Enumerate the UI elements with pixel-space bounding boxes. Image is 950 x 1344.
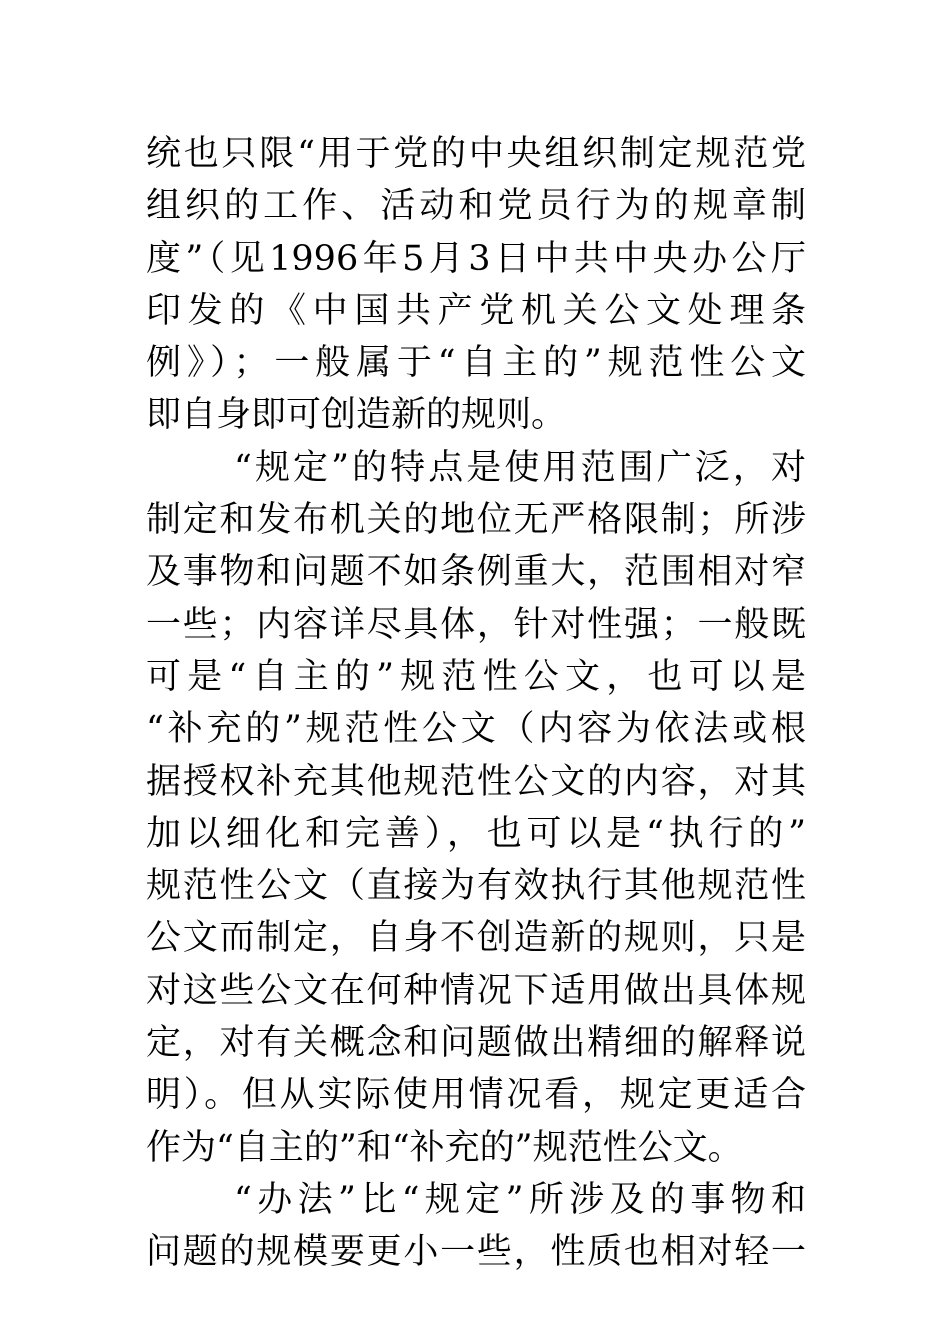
- text-line: 对这些公文在何种情况下适用做出具体规: [146, 970, 806, 1011]
- text-line: 度”（见1996年5月3日中共中央办公厅: [146, 238, 806, 279]
- text-line: 问题的规模要更小一些，性质也相对轻一: [146, 1232, 806, 1273]
- paragraph-first-line: “办法”比“规定”所涉及的事物和: [234, 1179, 806, 1220]
- text-line: “补充的”规范性公文（内容为依法或根: [146, 709, 806, 750]
- text-line: 组织的工作、活动和党员行为的规章制: [146, 186, 806, 227]
- text-line: 可是“自主的”规范性公文，也可以是: [146, 656, 806, 697]
- text-line: 例》）；一般属于“自主的”规范性公文: [146, 343, 806, 384]
- text-line: 规范性公文（直接为有效执行其他规范性: [146, 866, 806, 907]
- text-line: 加以细化和完善），也可以是“执行的”: [146, 813, 806, 854]
- text-line: 公文而制定，自身不创造新的规则，只是: [146, 918, 806, 959]
- text-line: 一些；内容详尽具体，针对性强；一般既: [146, 604, 806, 645]
- text-line: 据授权补充其他规范性公文的内容，对其: [146, 761, 806, 802]
- text-line: 明）。但从实际使用情况看，规定更适合: [146, 1075, 806, 1116]
- text-line: 制定和发布机关的地位无严格限制；所涉: [146, 500, 806, 541]
- text-line: 印发的《中国共产党机关公文处理条: [146, 290, 806, 331]
- text-line: 作为“自主的”和“补充的”规范性公文。: [146, 1127, 743, 1168]
- text-line: 统也只限“用于党的中央组织制定规范党: [146, 134, 806, 174]
- document-body: [146, 128, 806, 1279]
- text-line: 及事物和问题不如条例重大，范围相对窄: [146, 552, 806, 593]
- text-line: 即自身即可创造新的规则。: [146, 395, 567, 436]
- text-line: 定，对有关概念和问题做出精细的解释说: [146, 1023, 806, 1064]
- paragraph-first-line: “规定”的特点是使用范围广泛，对: [234, 447, 806, 488]
